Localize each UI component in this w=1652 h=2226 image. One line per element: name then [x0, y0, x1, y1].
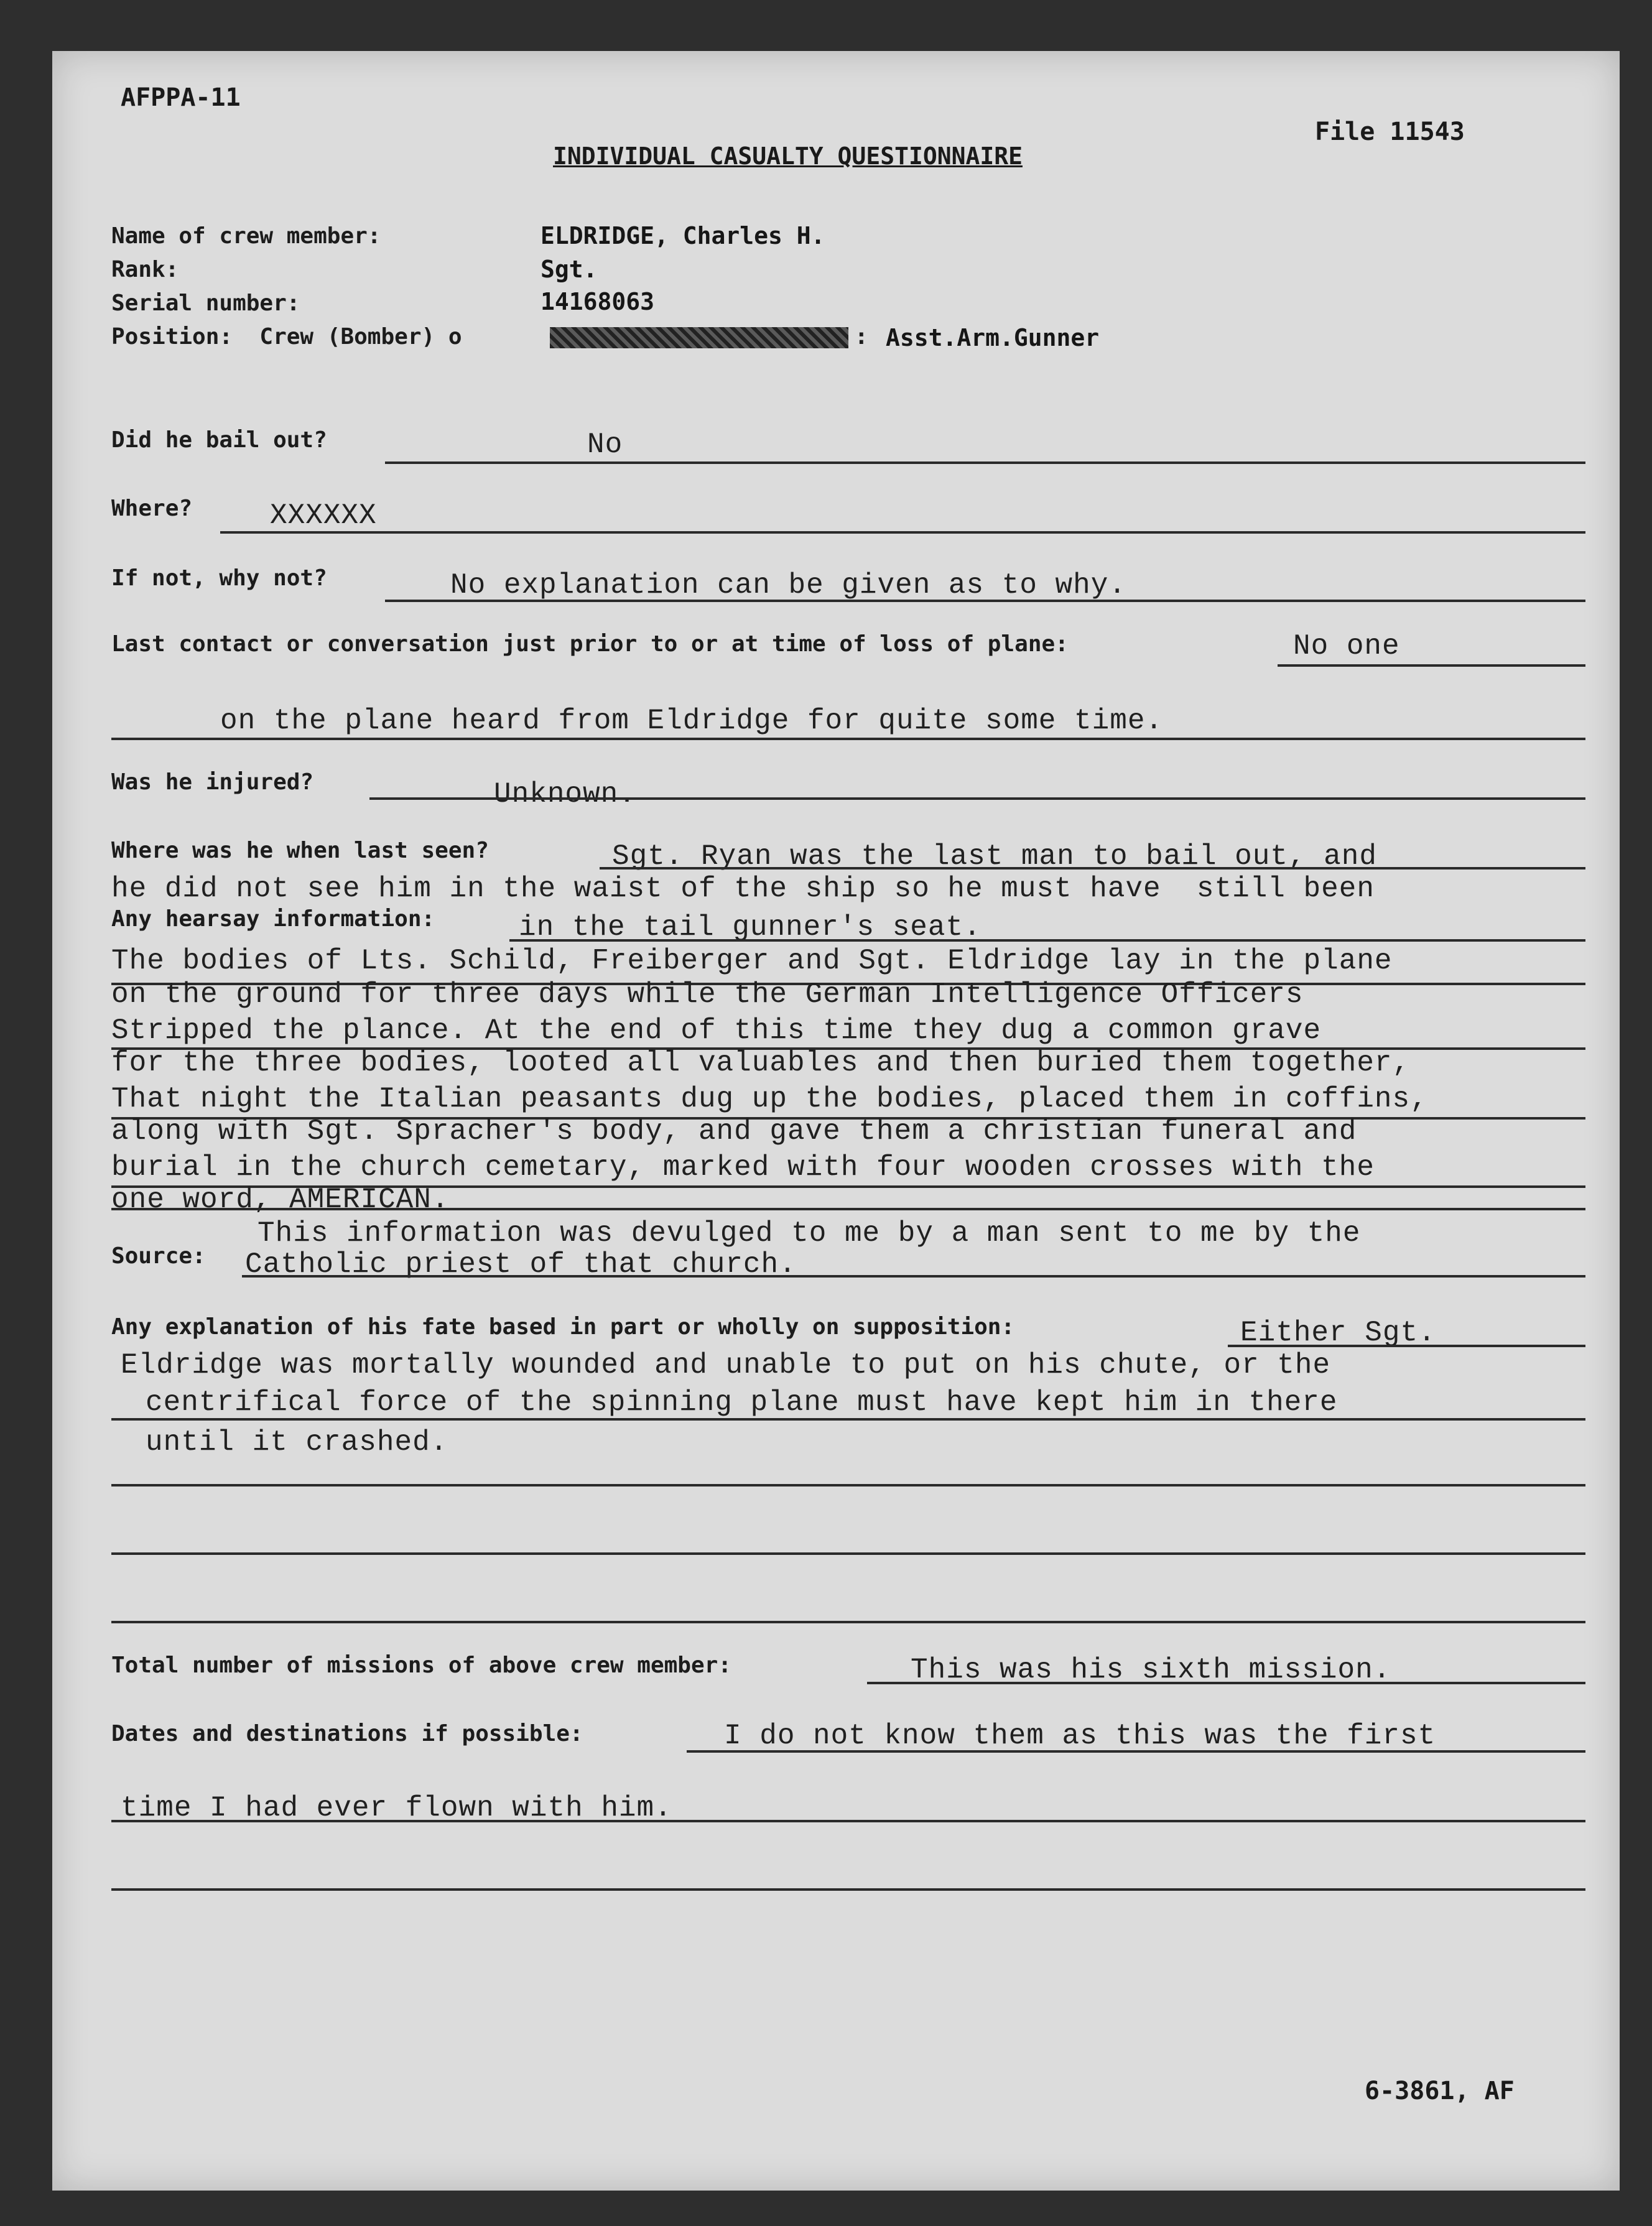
- injured-line: [369, 797, 1585, 800]
- rank-value: Sgt.: [541, 256, 598, 283]
- supposition-text-1: Eldridge was mortally wounded and unable to put on his chute, or the: [121, 1349, 1331, 1381]
- dates-line-c: [111, 1888, 1585, 1891]
- hearsay-text-7: burial in the church cemetary, marked with four wooden crosses with the: [111, 1151, 1375, 1184]
- dates-line1: I do not know them as this was the first: [724, 1720, 1436, 1752]
- last-contact-line2: on the plane heard from Eldridge for quite some time.: [220, 705, 1164, 737]
- injured-value: Unknown.: [494, 778, 636, 810]
- hearsay-text-1: The bodies of Lts. Schild, Freiberger and Sgt. Eldridge lay in the plane: [111, 945, 1393, 977]
- last-seen-line2: he did not see him in the waist of the ship so he must have still been: [111, 873, 1375, 905]
- file-number: File 11543: [1315, 118, 1465, 146]
- bail-label: Did he bail out?: [111, 427, 327, 453]
- last-seen-line1: Sgt. Ryan was the last man to bail out, and: [612, 840, 1377, 873]
- hearsay-text-2: on the ground for three days while the German Intelligence Officers: [111, 978, 1304, 1011]
- why-not-line: [385, 600, 1585, 602]
- hearsay-text-4: for the three bodies, looted all valuables and then buried them together,: [111, 1047, 1411, 1079]
- source-line2: Catholic priest of that church.: [245, 1248, 797, 1281]
- missions-label: Total number of missions of above crew member:: [111, 1653, 731, 1678]
- serial-label: Serial number:: [111, 290, 300, 316]
- where-value: XXXXXX: [270, 499, 377, 532]
- form-number: 6-3861, AF: [1365, 2077, 1515, 2105]
- questionnaire-page: [52, 51, 1620, 2191]
- last-contact-line-a: [1278, 664, 1585, 667]
- crew-name-value: ELDRIDGE, Charles H.: [541, 222, 825, 249]
- rank-label: Rank:: [111, 257, 179, 282]
- hearsay-text-3: Stripped the plance. At the end of this time they dug a common grave: [111, 1014, 1322, 1047]
- position-label: Position: Crew (Bomber) o: [111, 324, 462, 350]
- hearsay-line-5: [111, 1208, 1585, 1210]
- redacted-text: [550, 327, 848, 348]
- where-label: Where?: [111, 496, 193, 521]
- supposition-line-0: [1228, 1345, 1585, 1347]
- why-not-value: No explanation can be given as to why.: [450, 569, 1126, 601]
- serial-value: 14168063: [541, 288, 655, 315]
- position-colon: :: [855, 324, 868, 350]
- last-contact-label: Last contact or conversation just prior to or at time of loss of plane:: [111, 631, 1069, 657]
- where-line: [220, 531, 1585, 534]
- supposition-label: Any explanation of his fate based in part or wholly on supposition:: [111, 1314, 1015, 1340]
- source-line1: This information was devulged to me by a man sent to me by the: [258, 1217, 1361, 1250]
- crew-name-label: Name of crew member:: [111, 223, 381, 249]
- hearsay-text-5: That night the Italian peasants dug up the bodies, placed them in coffins,: [111, 1083, 1428, 1115]
- missions-line: [867, 1682, 1585, 1684]
- supposition-line-1: [111, 1418, 1585, 1421]
- supposition-line-3: [111, 1552, 1585, 1555]
- bail-value: No: [587, 429, 623, 461]
- last-seen-line-a: [600, 867, 1585, 870]
- bail-line: [385, 461, 1585, 464]
- hearsay-label: Any hearsay information:: [111, 906, 435, 932]
- source-line: [242, 1275, 1585, 1278]
- injured-label: Was he injured?: [111, 769, 314, 795]
- dates-label: Dates and destinations if possible:: [111, 1721, 583, 1746]
- supposition-line-2: [111, 1484, 1585, 1486]
- hearsay-text-6: along with Sgt. Spracher's body, and gave them a christian funeral and: [111, 1115, 1357, 1148]
- dates-line-a: [687, 1750, 1585, 1753]
- hearsay-text-8: one word, AMERICAN.: [111, 1184, 450, 1216]
- supposition-text-3: until it crashed.: [146, 1426, 448, 1458]
- position-value: Asst.Arm.Gunner: [886, 324, 1100, 351]
- hearsay-line0: in the tail gunner's seat.: [519, 911, 981, 944]
- dates-line-b: [111, 1820, 1585, 1822]
- hearsay-line-0: [509, 939, 1585, 942]
- supposition-line0: Either Sgt.: [1240, 1317, 1436, 1349]
- supposition-line-4: [111, 1621, 1585, 1623]
- missions-value: This was his sixth mission.: [911, 1654, 1391, 1686]
- last-contact-line-b: [111, 738, 1585, 740]
- source-label: Source:: [111, 1243, 206, 1269]
- dates-line2: time I had ever flown with him.: [121, 1792, 672, 1824]
- why-not-label: If not, why not?: [111, 565, 327, 591]
- supposition-text-2: centrifical force of the spinning plane must have kept him in there: [146, 1386, 1338, 1419]
- last-seen-label: Where was he when last seen?: [111, 838, 489, 863]
- form-code: AFPPA-11: [121, 83, 241, 112]
- last-contact-line1: No one: [1293, 630, 1400, 662]
- form-title: INDIVIDUAL CASUALTY QUESTIONNAIRE: [553, 142, 1023, 170]
